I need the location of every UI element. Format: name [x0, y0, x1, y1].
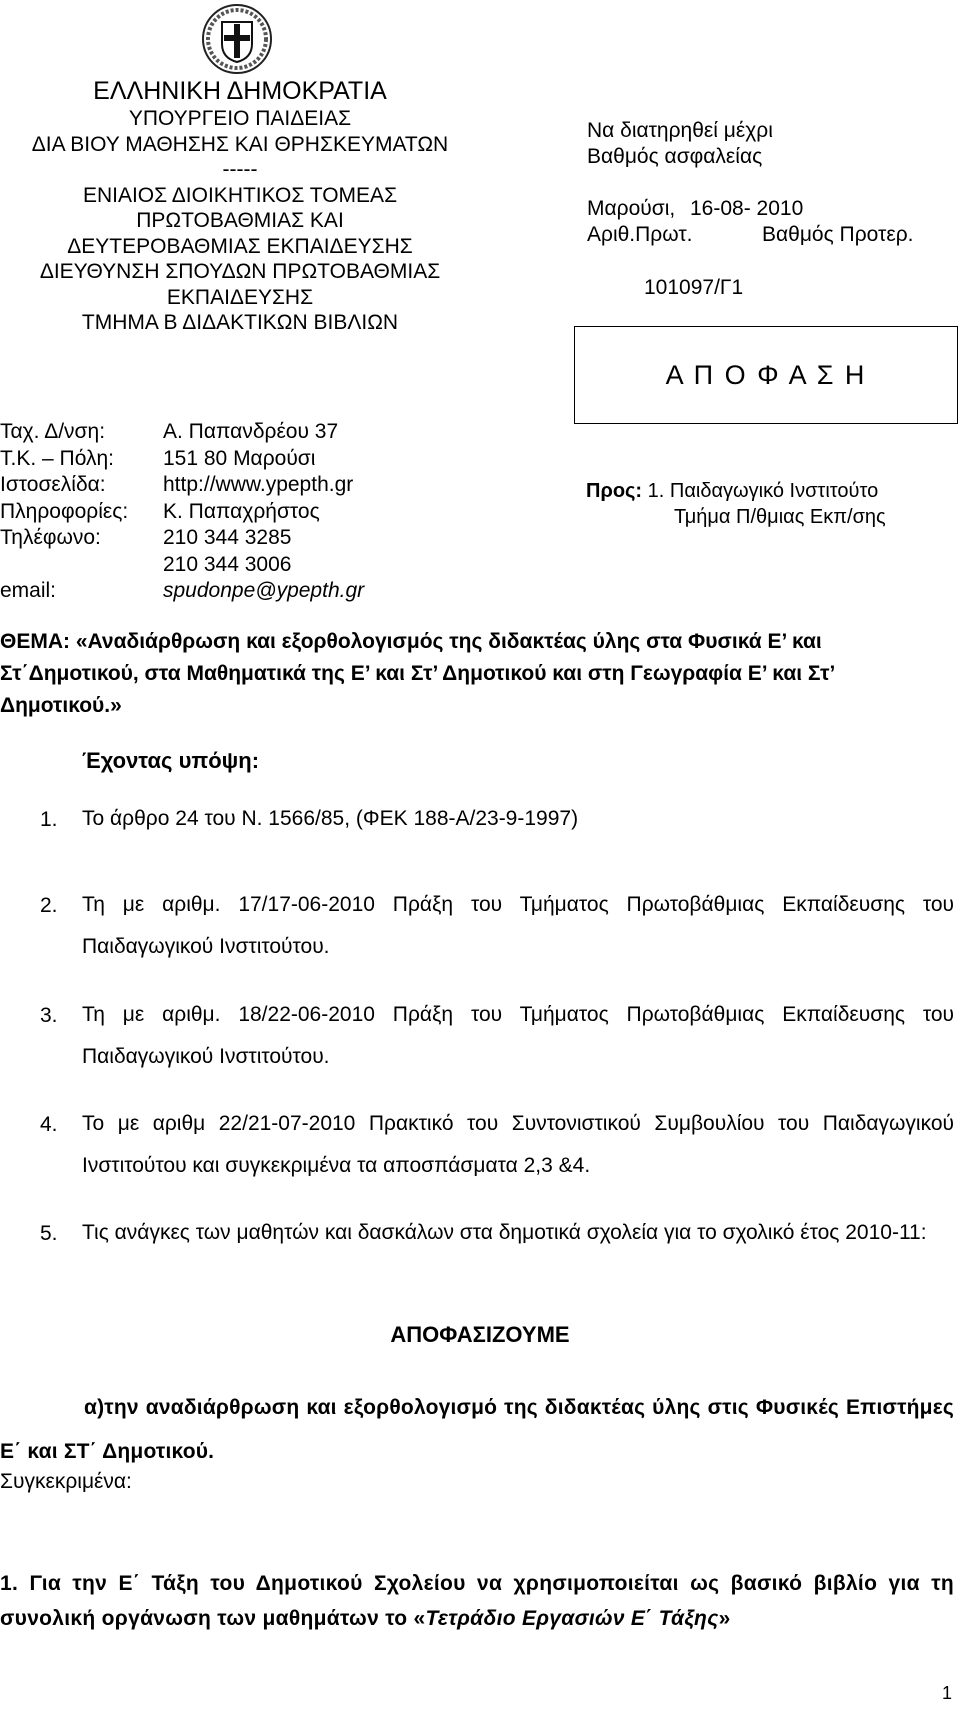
- date-protocol-block: [587, 196, 914, 248]
- security-level-label: Βαθμός ασφαλείας: [587, 145, 763, 168]
- contact-row: [0, 552, 364, 579]
- item-text: Τις ανάγκες των μαθητών και δασκάλων στα δημοτικά σχολεία για το σχολικό έτος 2010-11:: [82, 1221, 927, 1244]
- keep-until-label: Να διατηρηθεί μέχρι: [587, 119, 773, 142]
- separator-line: -----: [222, 158, 258, 181]
- retention-block: [587, 118, 773, 170]
- directorate-line: ΔΙΕΥΘΥΝΣΗ ΣΠΟΥΔΩΝ ΠΡΩΤΟΒΑΘΜΙΑΣ: [39, 260, 441, 283]
- item-text: Τη με αριθμ. 17/17-06-2010 Πράξη του Τμήματος Πρωτοβάθμιας Εκπαίδευσης του Παιδαγωγικού Ινστιτούτου.: [82, 893, 954, 958]
- list-item: [40, 1004, 954, 1078]
- ministry-line: ΥΠΟΥΡΓΕΙΟ ΠΑΙΔΕΙΑΣ: [128, 107, 352, 130]
- contact-row: [0, 419, 364, 446]
- decision-paragraph-1: [0, 1566, 954, 1636]
- contact-row: [0, 472, 364, 499]
- greek-coat-of-arms-emblem: [200, 2, 274, 76]
- recipient-line: Τμήμα Π/θμιας Εκπ/σης: [674, 506, 886, 528]
- item-number: 5.: [40, 1222, 58, 1245]
- item-number: 2.: [40, 894, 58, 917]
- subject-heading: ΘΕΜΑ: «Αναδιάρθρωση και εξορθολογισμός της διδακτέας ύλης στα Φυσικά Ε’ και Στ΄Δημοτικού, στα Μαθηματικά της Ε’ και Στ’ Δημοτικού και στη Γεωγραφία Ε’ και Στ’ Δημοτικού.»: [0, 630, 835, 717]
- contact-row: [0, 446, 364, 473]
- list-item: [40, 894, 954, 968]
- contact-details: [0, 419, 364, 605]
- republic-title: ΕΛΛΗΝΙΚΗ ΔΗΜΟΚΡΑΤΙΑ: [93, 77, 387, 105]
- email-link[interactable]: spudonpe@ypepth.gr: [163, 579, 365, 602]
- contact-value: 151 80 Μαρούσι: [163, 446, 316, 470]
- item-text: Τη με αριθμ. 18/22-06-2010 Πράξη του Τμήματος Πρωτοβάθμιας Εκπαίδευσης του Παιδαγωγικού Ινστιτούτου.: [82, 1003, 954, 1068]
- contact-label: Τηλέφωνο:: [0, 526, 101, 549]
- directorate-line: ΕΚΠΑΙΔΕΥΣΗΣ: [166, 285, 314, 309]
- contact-label: email:: [0, 579, 57, 602]
- list-item: [40, 1222, 954, 1254]
- sector-line: ΕΝΙΑΙΟΣ ΔΙΟΙΚΗΤΙΚΟΣ ΤΟΜΕΑΣ: [82, 183, 398, 207]
- contact-value: Α. Παπανδρέου 37: [163, 420, 339, 443]
- date-value: 16-08- 2010: [690, 197, 804, 220]
- protocol-label: Αριθ.Πρωτ.: [587, 223, 693, 246]
- we-decide-heading: ΑΠΟΦΑΣΙΖΟΥΜΕ: [390, 1322, 570, 1347]
- recipient-label: Προς:: [586, 480, 643, 502]
- priority-label: Βαθμός Προτερ.: [762, 223, 914, 246]
- contact-row: [0, 525, 364, 552]
- item-number: 4.: [40, 1113, 58, 1136]
- paragraph-text: 1. Για την Ε΄ Τάξη του Δημοτικού Σχολείου να χρησιμοποιείται ως βασικό βιβλίο για τη συνολική οργάνωση των μαθημάτων το «: [0, 1572, 954, 1630]
- contact-label: [0, 552, 163, 579]
- contact-label: Πληροφορίες:: [0, 499, 129, 523]
- list-item: [40, 808, 954, 840]
- considering-heading: Έχοντας υπόψη:: [82, 748, 260, 773]
- phone-value: 210 344 3006: [163, 552, 292, 576]
- sector-line: ΔΕΥΤΕΡΟΒΑΘΜΙΑΣ ΕΚΠΑΙΔΕΥΣΗΣ: [67, 234, 413, 258]
- phone-value: 210 344 3285: [163, 526, 292, 549]
- contact-row: [0, 499, 364, 526]
- website-link[interactable]: http://www.ypepth.gr: [163, 473, 354, 496]
- item-text: Το με αριθμ 22/21-07-2010 Πρακτικό του Συντονιστικού Συμβουλίου του Παιδαγωγικού Ινστιτούτου και συγκεκριμένα τα αποσπάσματα 2,3 &4.: [82, 1112, 954, 1177]
- department-line: ΤΜΗΜΑ Β ΔΙΔΑΚΤΙΚΩΝ ΒΙΒΛΙΩΝ: [81, 311, 399, 334]
- specifically-label: Συγκεκριμένα:: [0, 1470, 132, 1493]
- ministry-header: [0, 76, 480, 336]
- protocol-number: 101097/Γ1: [644, 276, 744, 299]
- page-number: 1: [941, 1683, 952, 1703]
- ministry-line: ΔΙΑ ΒΙΟΥ ΜΑΘΗΣΗΣ ΚΑΙ ΘΡΗΣΚΕΥΜΑΤΩΝ: [31, 132, 449, 156]
- place-label: Μαρούσι,: [587, 197, 676, 220]
- book-title: Τετράδιο Εργασιών Ε΄ Τάξης: [425, 1607, 719, 1630]
- sector-line: ΠΡΩΤΟΒΑΘΜΙΑΣ ΚΑΙ: [136, 209, 344, 232]
- contact-row: [0, 578, 364, 605]
- item-text: Το άρθρο 24 του Ν. 1566/85, (ΦΕΚ 188-Α/23-9-1997): [82, 807, 579, 830]
- contact-value: Κ. Παπαχρήστος: [163, 499, 320, 523]
- contact-label: Ιστοσελίδα:: [0, 473, 106, 496]
- item-number: 1.: [40, 808, 58, 831]
- closing-quote: »: [718, 1607, 731, 1630]
- recipient-block: [586, 478, 886, 530]
- decision-title-box: [574, 326, 958, 424]
- list-item: [40, 1113, 954, 1187]
- decision-paragraph-a: α)την αναδιάρθρωση και εξορθολογισμό της διδακτέας ύλης στις Φυσικές Επιστήμες Ε΄ και ΣΤ΄ Δημοτικού.: [0, 1396, 954, 1463]
- contact-label: Ταχ. Δ/νση:: [0, 420, 106, 443]
- recipient-line: 1. Παιδαγωγικό Ινστιτούτο: [647, 480, 879, 502]
- contact-label: Τ.Κ. – Πόλη:: [0, 446, 115, 470]
- item-number: 3.: [40, 1004, 58, 1027]
- decision-title: Α Π Ο Φ Α Σ Η: [665, 359, 867, 390]
